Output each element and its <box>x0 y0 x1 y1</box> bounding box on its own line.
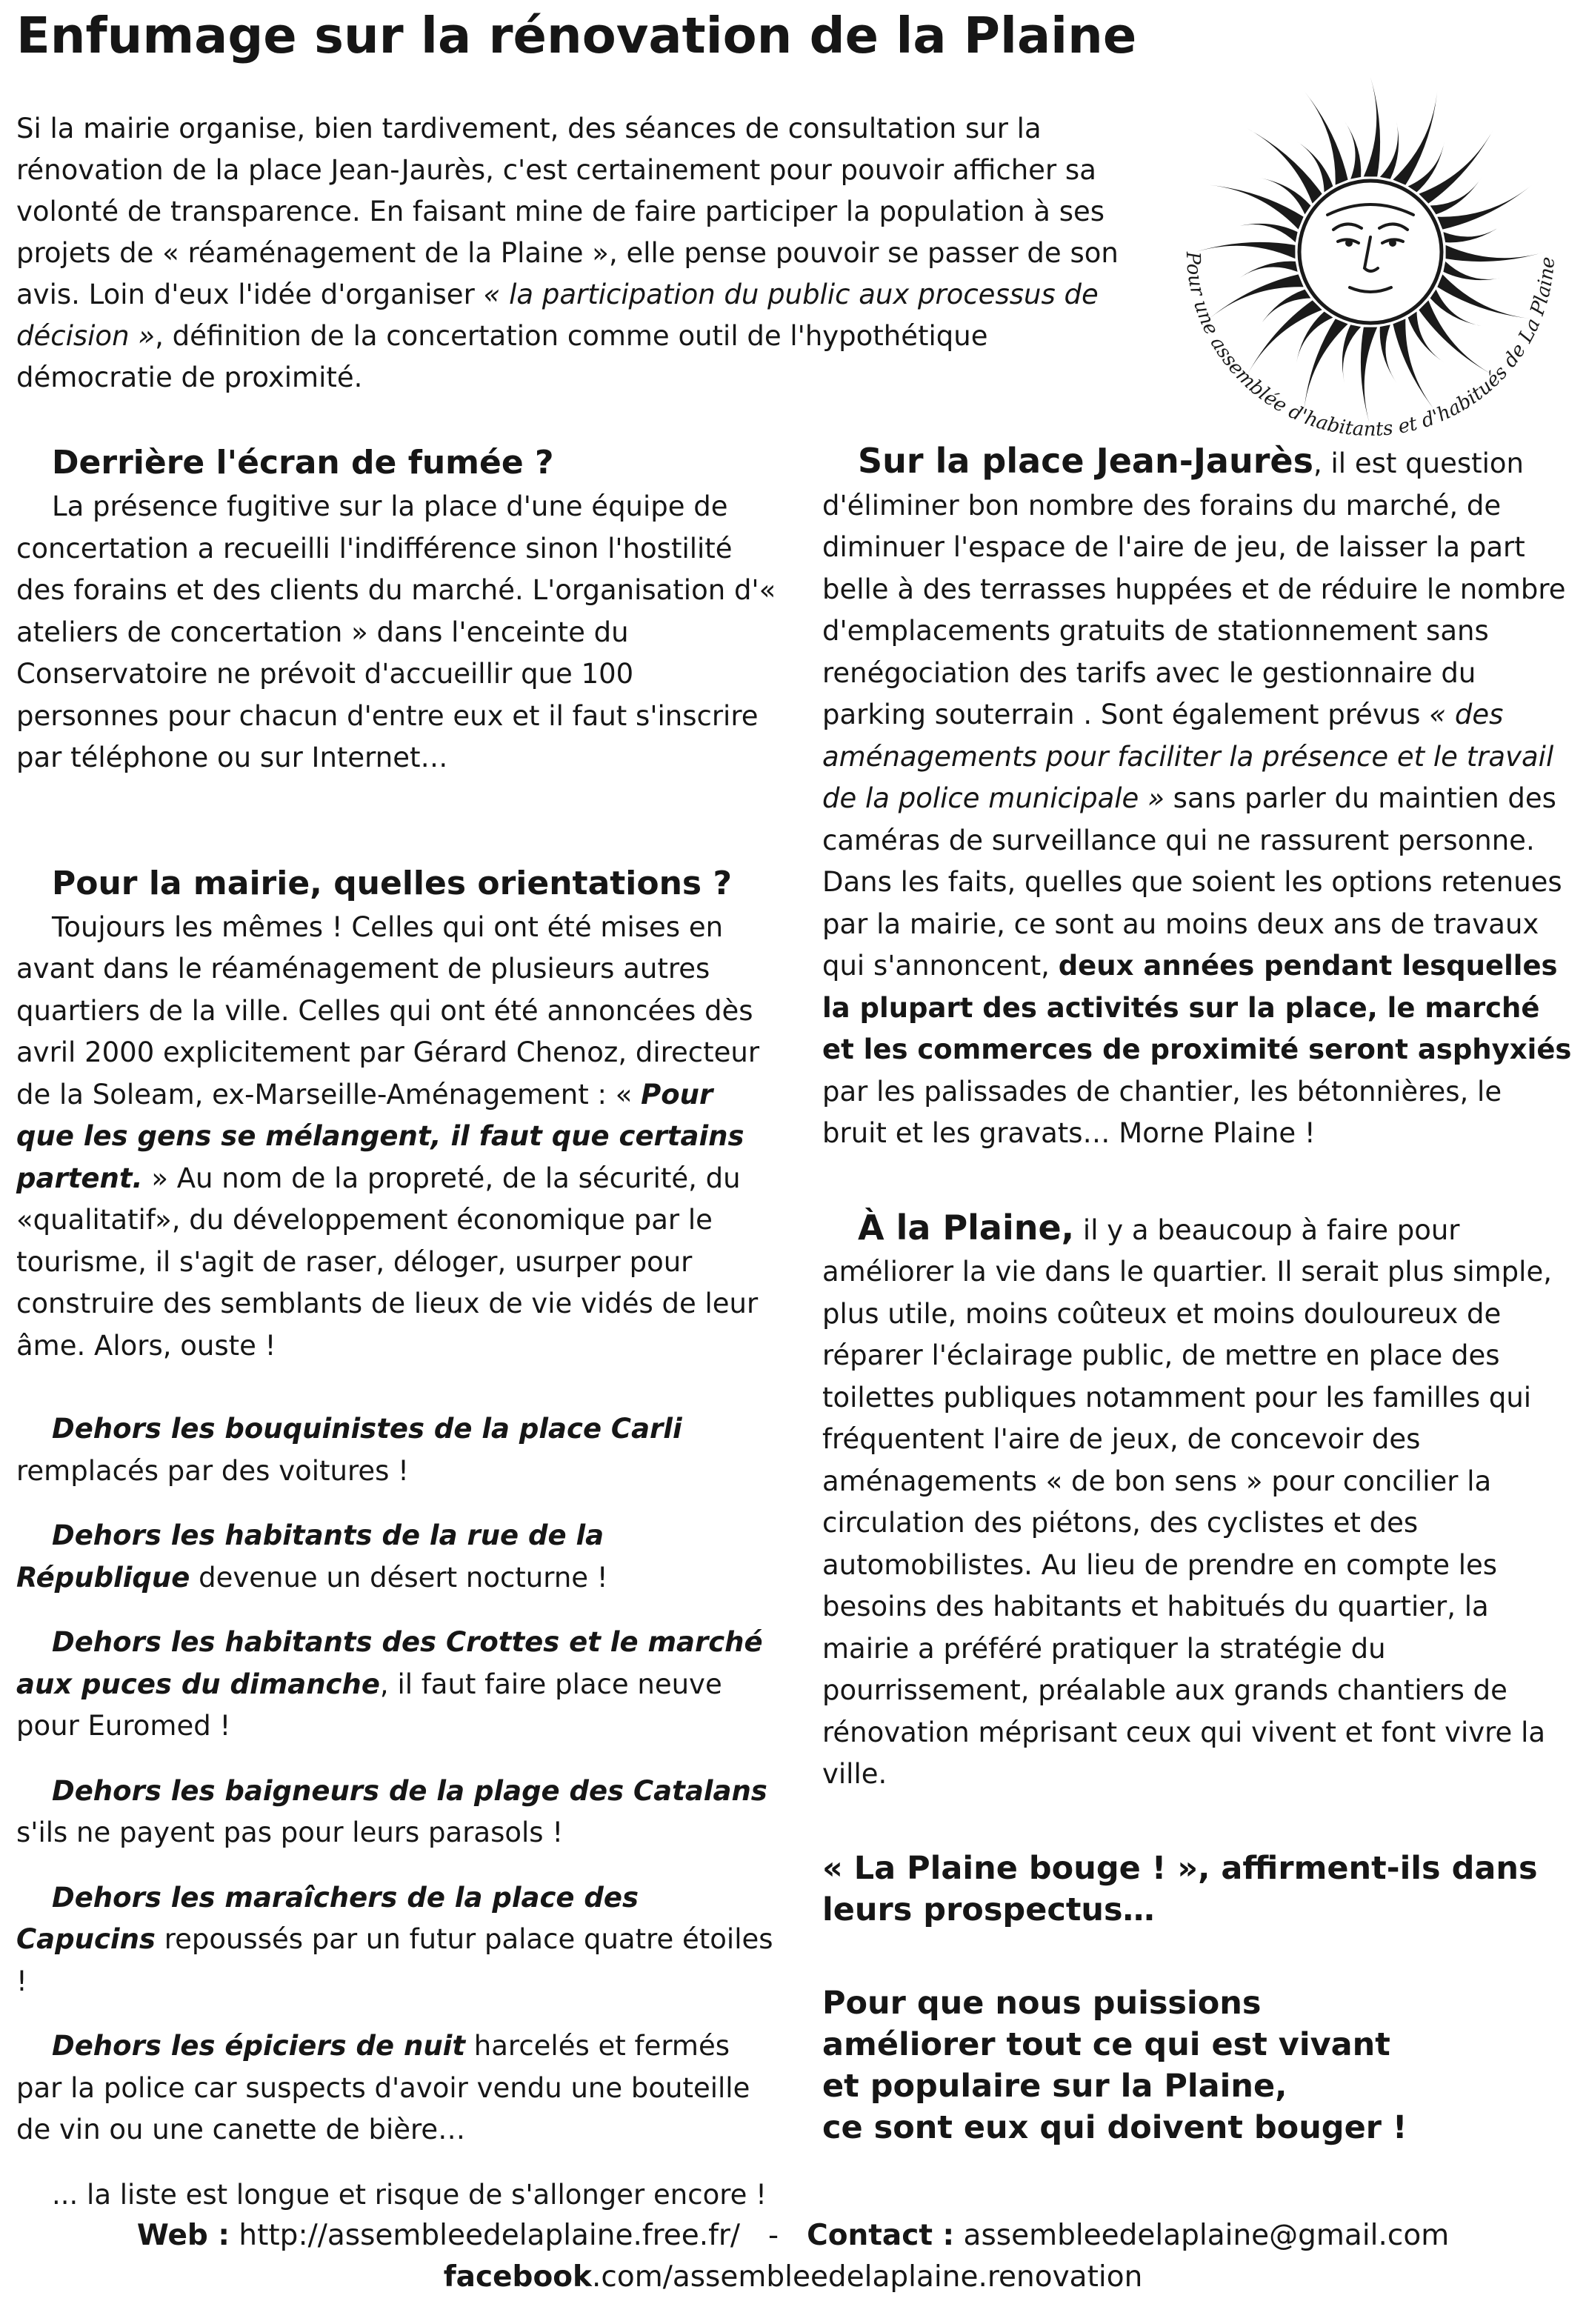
orientations-text: Toujours les mêmes ! Celles qui ont été mises en avant dans le réaménagement de plusieurs autres quartiers de la ville. Celles qui ont été annoncées dès avril 2000 explicitement par Gérard Chenoz, directeur de la Soleam, ex-Marseille-Aménagement : « <box>16 910 760 1111</box>
jean-jaures-text: , il est question d'éliminer bon nombre des forains du marché, de diminuer l'espace de l'aire de jeu, de laisser la part belle à des terrasses huppées et de réduire le nombre d'emplacements gratuits de stationnement sans renégociation des tarifs avec le gestionnaire du parking souterrain . Sont également prévus <box>822 447 1566 730</box>
web-label: Web : <box>136 2219 230 2252</box>
sun-ray <box>1209 274 1304 319</box>
sun-icon <box>1157 30 1586 445</box>
intro-text-end: , définition de la concertation comme outil de l'hypothétique démocratie de proximité. <box>16 320 988 393</box>
dehors-lead: Dehors les baigneurs de la plage des Catalans <box>52 1774 767 1807</box>
sun-ray <box>1443 262 1501 280</box>
dehors-item <box>16 1408 779 1492</box>
sun-ray <box>1419 300 1494 376</box>
sun-ray <box>1239 224 1297 242</box>
dehors-item <box>16 1622 779 1748</box>
closing-line: améliorer tout ce qui est vivant <box>822 2025 1390 2063</box>
closing-line: « La Plaine bouge ! », affirment-ils dans <box>822 1849 1538 1887</box>
chenoz-quote: Pour que les gens se mélangent, il faut que certains partent. <box>16 1078 744 1194</box>
closing-line: et populaire sur la Plaine, <box>822 2067 1287 2105</box>
sun-ray <box>1393 319 1437 413</box>
sun-ray <box>1196 242 1295 259</box>
footer <box>0 2215 1586 2298</box>
sun-ray <box>1239 262 1297 278</box>
closing-line: Pour que nous puissions <box>822 1984 1262 2022</box>
closing-slogan <box>822 1848 1574 1931</box>
facebook-label: facebook <box>443 2260 592 2294</box>
dehors-lead: Dehors les maraîchers de la place des Capucins <box>16 1881 639 1955</box>
dehors-rest: s'ils ne payent pas pour leurs parasols ! <box>16 1817 564 1848</box>
right-column <box>822 440 1574 2148</box>
dehors-lead: Dehors les bouquinistes de la place Carli <box>52 1413 682 1445</box>
facebook-link[interactable] <box>0 2257 1586 2298</box>
contact-email-link[interactable]: assembleedelaplaine@gmail.com <box>954 2219 1450 2252</box>
sun-ray <box>1345 121 1361 179</box>
dehors-lead: Dehors les habitants de la rue de la République <box>16 1519 604 1594</box>
dehors-lead: Dehors les habitants des Crottes et le marché aux puces du dimanche <box>16 1626 763 1700</box>
paragraph-jean-jaures <box>822 440 1574 1155</box>
sun-ray <box>1247 128 1322 204</box>
dehors-rest: repoussés par un futur palace quatre étoiles ! <box>16 1923 773 1997</box>
contact-label: Contact : <box>807 2219 955 2252</box>
sun-ray <box>1364 77 1380 176</box>
sun-logo <box>1157 30 1586 445</box>
heading-derriere: Derrière l'écran de fumée ? <box>52 444 554 482</box>
sun-ray <box>1342 324 1361 382</box>
closing-call <box>822 1982 1574 2148</box>
plaine-text: il y a beaucoup à faire pour améliorer la vie dans le quartier. Il serait plus simple, plus utile, moins coûteux et moins douloureux de réparer l'éclairage public, de mettre en place des toilettes publiques notamment pour les familles qui fréquentent l'aire de jeux, de concevoir des aménagements « de bon sens » pour concilier la circulation des piétons, des cyclistes et des automobilistes. Au lieu de prendre en compte les besoins des habitants et habitués du quartier, la mairie a préféré pratiquer la stratégie du pourrissement, préalable aux grands chantiers de rénovation méprisant ceux qui vivent et font vivre la ville. <box>822 1213 1552 1790</box>
footer-separator: - <box>768 2219 779 2252</box>
plaine-lead: À la Plaine, <box>858 1207 1075 1248</box>
dehors-list <box>16 1408 779 2151</box>
list-end-note: ... la liste est longue et risque de s'allonger encore ! <box>52 2178 767 2211</box>
dehors-rest: remplacés par des voitures ! <box>16 1454 410 1487</box>
dehors-lead: Dehors les épiciers de nuit <box>52 2030 466 2062</box>
dehors-item <box>16 2025 779 2151</box>
sun-ray <box>1380 324 1396 382</box>
jean-jaures-lead: Sur la place Jean-Jaurès <box>858 441 1313 481</box>
dehors-rest: , il faut faire place neuve pour Euromed ! <box>16 1668 722 1742</box>
sun-ray <box>1304 90 1348 185</box>
orientations-text-end: » Au nom de la propreté, de la sécurité, du «qualitatif», du développement économique par le tourisme, il s'agit de raser, déloger, usurper pour construire des semblants de lieux de vie vidés de leur âme. Alors, ouste ! <box>16 1162 759 1362</box>
logo-ring-text: Pour une assemblée d'habitants et d'habitués de La Plaine <box>1181 251 1560 441</box>
dehors-item <box>16 1877 779 2003</box>
closing-line: ce sont eux qui doivent bouger ! <box>822 2108 1407 2146</box>
facebook-path: .com/assembleedelaplaine.renovation <box>592 2260 1143 2294</box>
intro-quote: « la participation du public aux processus de décision » <box>16 279 1099 352</box>
sun-ray <box>1446 245 1545 262</box>
sun-ray <box>1437 185 1532 230</box>
paragraph-orientations <box>16 907 779 1368</box>
intro-paragraph <box>16 108 1142 399</box>
footer-line-contacts <box>0 2215 1586 2257</box>
dehors-rest: devenue un désert nocturne ! <box>190 1561 608 1594</box>
sun-ray <box>1247 300 1322 376</box>
dehors-item <box>16 1515 779 1599</box>
sun-ray <box>1419 128 1494 204</box>
left-column <box>16 440 779 2216</box>
web-link[interactable]: http://assembleedelaplaine.free.fr/ <box>229 2219 741 2252</box>
sun-ray <box>1361 327 1377 427</box>
sun-ray <box>1443 226 1501 242</box>
police-quote: « des aménagements pour faciliter la présence et le travail de la police municipale » <box>822 699 1554 814</box>
paragraph-derriere: La présence fugitive sur la place d'une équipe de concertation a recueilli l'indifférence sinon l'hostilité des forains et des clients du marché. L'organisation d'« ateliers de concertation » dans l'enceinte du Conservatoire ne prévoit d'accueillir que 100 personnes pour chacun d'entre eux et il faut s'inscrire par téléphone ou sur Internet… <box>16 490 776 773</box>
heading-orientations: Pour la mairie, quelles orientations ? <box>52 864 732 902</box>
closing-line: leurs prospectus… <box>822 1891 1155 1928</box>
sun-ray <box>1380 121 1399 179</box>
page-title: Enfumage sur la rénovation de la Plaine <box>16 7 1137 64</box>
dehors-item <box>16 1771 779 1854</box>
jean-jaures-text-mid: sans parler du maintien des caméras de surveillance qui ne rassurent personne. Dans les faits, quelles que soient les options retenues par la mairie, ce sont au moins deux ans de travaux qui s'annoncent, <box>822 782 1562 982</box>
jean-jaures-bold: deux années pendant lesquelles la plupart des activités sur la place, le marché et les commerces de proximité seront asphyxiés <box>822 950 1572 1065</box>
dehors-rest: harcelés et fermés par la police car suspects d'avoir vendu une bouteille de vin ou une canette de bière… <box>16 2030 750 2145</box>
paragraph-plaine <box>822 1207 1574 1796</box>
intro-text: Si la mairie organise, bien tardivement, des séances de consultation sur la rénovation de la place Jean-Jaurès, c'est certainement pour pouvoir afficher sa volonté de transparence. En faisant mine de faire participer la population à ses projets de « réaménagement de la Plaine », elle pense pouvoir se passer de son avis. Loin d'eux l'idée d'organiser <box>16 113 1119 310</box>
jean-jaures-text-end: par les palissades de chantier, les bétonnières, le bruit et les gravats… Morne Plaine ! <box>822 1075 1502 1149</box>
